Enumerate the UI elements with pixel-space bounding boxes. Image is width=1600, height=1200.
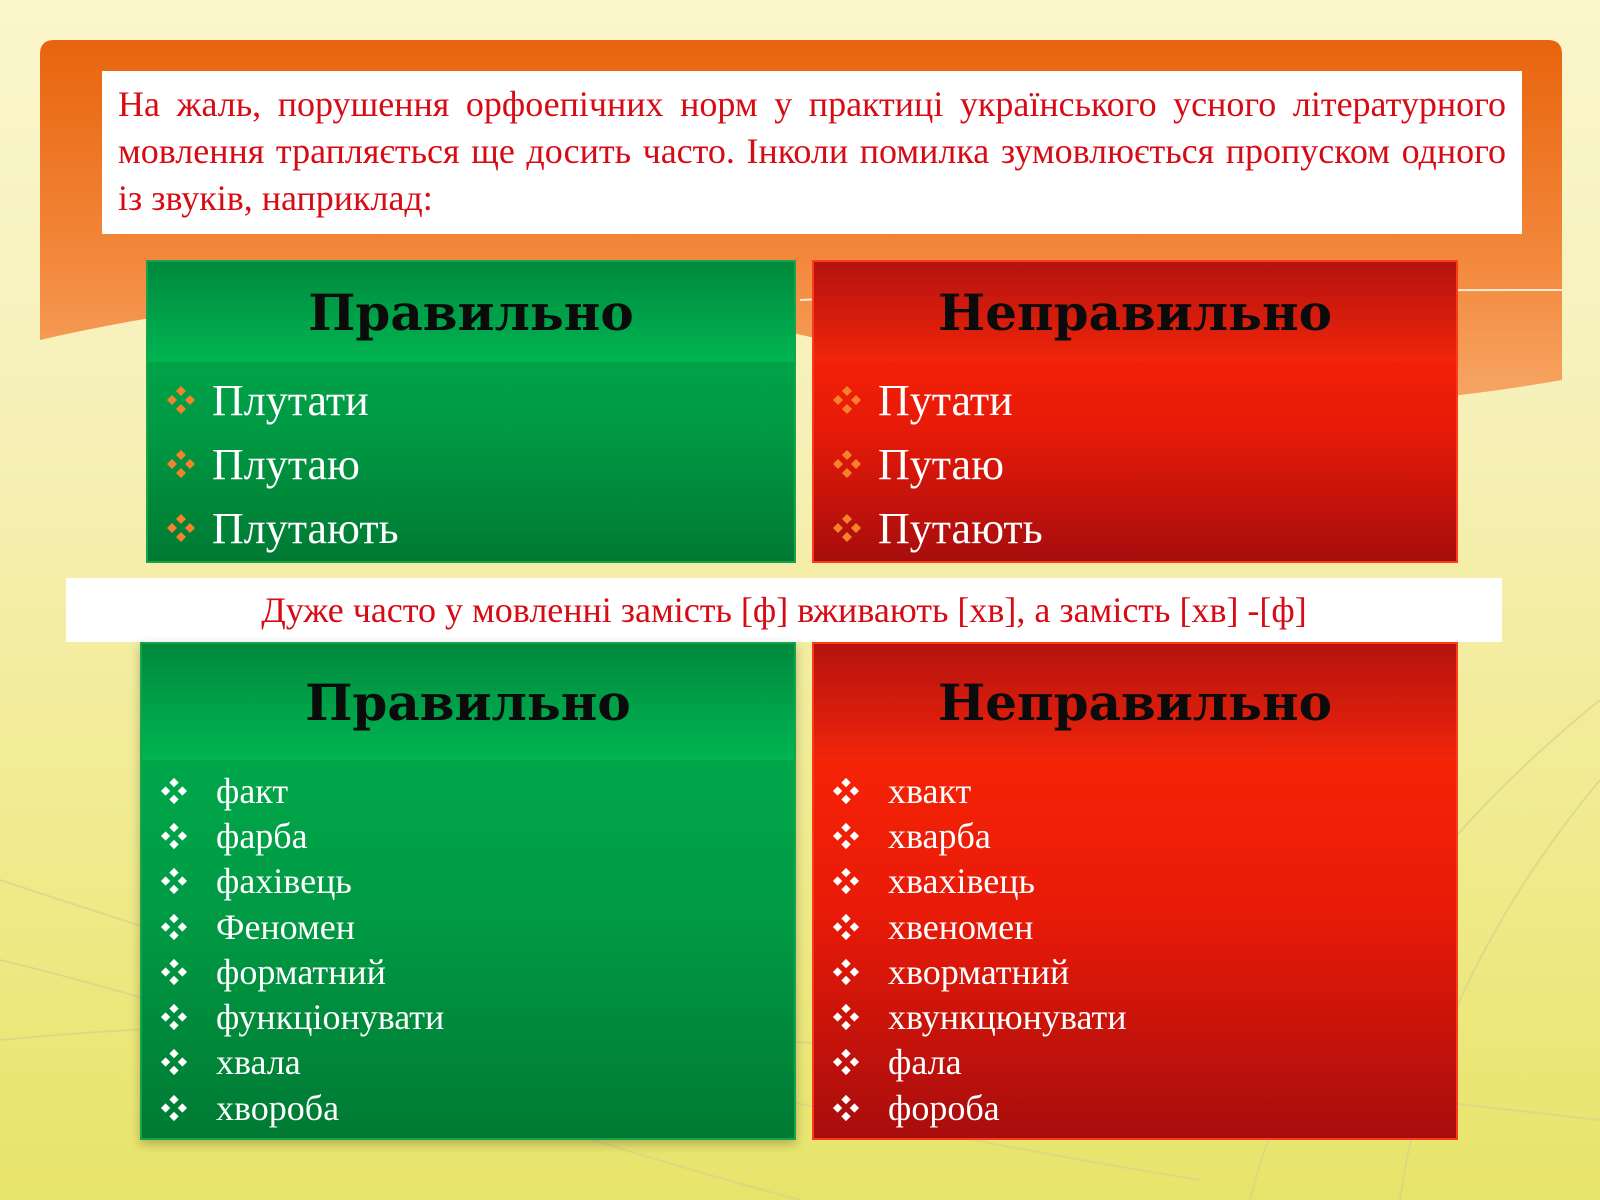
incorrect-title-1: Неправильно <box>814 262 1456 362</box>
intro-text-box <box>102 71 1522 234</box>
list-item <box>832 859 1127 904</box>
note-text: Дуже часто у мовленні замість [ф] вживають [хв], а замість [хв] -[ф] <box>261 590 1307 630</box>
list-item <box>160 859 444 904</box>
correct-list-1 <box>166 368 399 560</box>
correct-panel-1 <box>146 260 796 563</box>
list-item-text: функціонувати <box>216 997 445 1038</box>
four-diamond-bullet-icon <box>160 1003 188 1031</box>
four-diamond-bullet-icon <box>832 913 860 941</box>
four-diamond-bullet-icon <box>166 385 196 415</box>
correct-panel-2 <box>140 642 796 1140</box>
four-diamond-bullet-icon <box>166 449 196 479</box>
list-item-text: фала <box>888 1042 962 1083</box>
list-item <box>832 994 1127 1039</box>
list-item <box>166 368 399 432</box>
list-item-text: Путаю <box>878 439 1004 489</box>
correct-list-2 <box>160 768 444 1130</box>
list-item <box>832 432 1043 496</box>
list-item <box>160 949 444 994</box>
list-item-text: хвороба <box>216 1087 340 1128</box>
four-diamond-bullet-icon <box>832 1003 860 1031</box>
list-item <box>832 813 1127 858</box>
correct-title-1: Правильно <box>148 262 794 362</box>
incorrect-panel-1 <box>812 260 1458 563</box>
list-item <box>160 813 444 858</box>
list-item <box>160 994 444 1039</box>
note-box <box>66 578 1502 642</box>
list-item <box>166 432 399 496</box>
list-item <box>832 368 1043 432</box>
list-item-text: форматний <box>216 951 386 992</box>
four-diamond-bullet-icon <box>832 822 860 850</box>
four-diamond-bullet-icon <box>832 1094 860 1122</box>
four-diamond-bullet-icon <box>166 513 196 543</box>
four-diamond-bullet-icon <box>832 1048 860 1076</box>
four-diamond-bullet-icon <box>832 958 860 986</box>
list-item-text: факт <box>216 770 289 811</box>
list-item-text: Плутати <box>212 375 369 425</box>
list-item-text: фахівець <box>216 861 352 902</box>
list-item-text: хвакт <box>888 770 972 811</box>
incorrect-list-2 <box>832 768 1127 1130</box>
list-item-text: хвахівець <box>888 861 1035 902</box>
list-item-text: Плутають <box>212 503 399 553</box>
intro-text: На жаль, порушення орфоепічних норм у практиці українського усного літературного мовлення трапляється ще досить часто. Інколи помилка зумовлюється пропуском одного із звуків, наприклад: <box>118 84 1506 218</box>
list-item <box>160 1085 444 1130</box>
list-item-text: хворматний <box>888 951 1070 992</box>
four-diamond-bullet-icon <box>832 385 862 415</box>
list-item <box>160 1040 444 1085</box>
list-item-text: фарба <box>216 815 308 856</box>
list-item-text: хвункцюнувати <box>888 997 1127 1038</box>
list-item <box>832 1040 1127 1085</box>
list-item-text: хвеномен <box>888 906 1034 947</box>
list-item-text: Путати <box>878 375 1013 425</box>
four-diamond-bullet-icon <box>160 867 188 895</box>
correct-title-2: Правильно <box>142 644 794 760</box>
four-diamond-bullet-icon <box>160 777 188 805</box>
four-diamond-bullet-icon <box>832 777 860 805</box>
four-diamond-bullet-icon <box>832 513 862 543</box>
list-item <box>832 1085 1127 1130</box>
list-item <box>160 768 444 813</box>
list-item <box>166 496 399 560</box>
list-item-text: хварба <box>888 815 991 856</box>
list-item-text: Феномен <box>216 906 356 947</box>
list-item-text: Плутаю <box>212 439 360 489</box>
four-diamond-bullet-icon <box>160 1094 188 1122</box>
four-diamond-bullet-icon <box>832 867 860 895</box>
incorrect-panel-2 <box>812 642 1458 1140</box>
list-item-text: фороба <box>888 1087 1000 1128</box>
four-diamond-bullet-icon <box>160 822 188 850</box>
list-item-text: Путають <box>878 503 1043 553</box>
four-diamond-bullet-icon <box>160 913 188 941</box>
list-item <box>832 496 1043 560</box>
incorrect-list-1 <box>832 368 1043 560</box>
four-diamond-bullet-icon <box>832 449 862 479</box>
four-diamond-bullet-icon <box>160 1048 188 1076</box>
list-item <box>160 904 444 949</box>
list-item <box>832 904 1127 949</box>
list-item-text: хвала <box>216 1042 301 1083</box>
four-diamond-bullet-icon <box>160 958 188 986</box>
list-item <box>832 949 1127 994</box>
incorrect-title-2: Неправильно <box>814 644 1456 760</box>
list-item <box>832 768 1127 813</box>
